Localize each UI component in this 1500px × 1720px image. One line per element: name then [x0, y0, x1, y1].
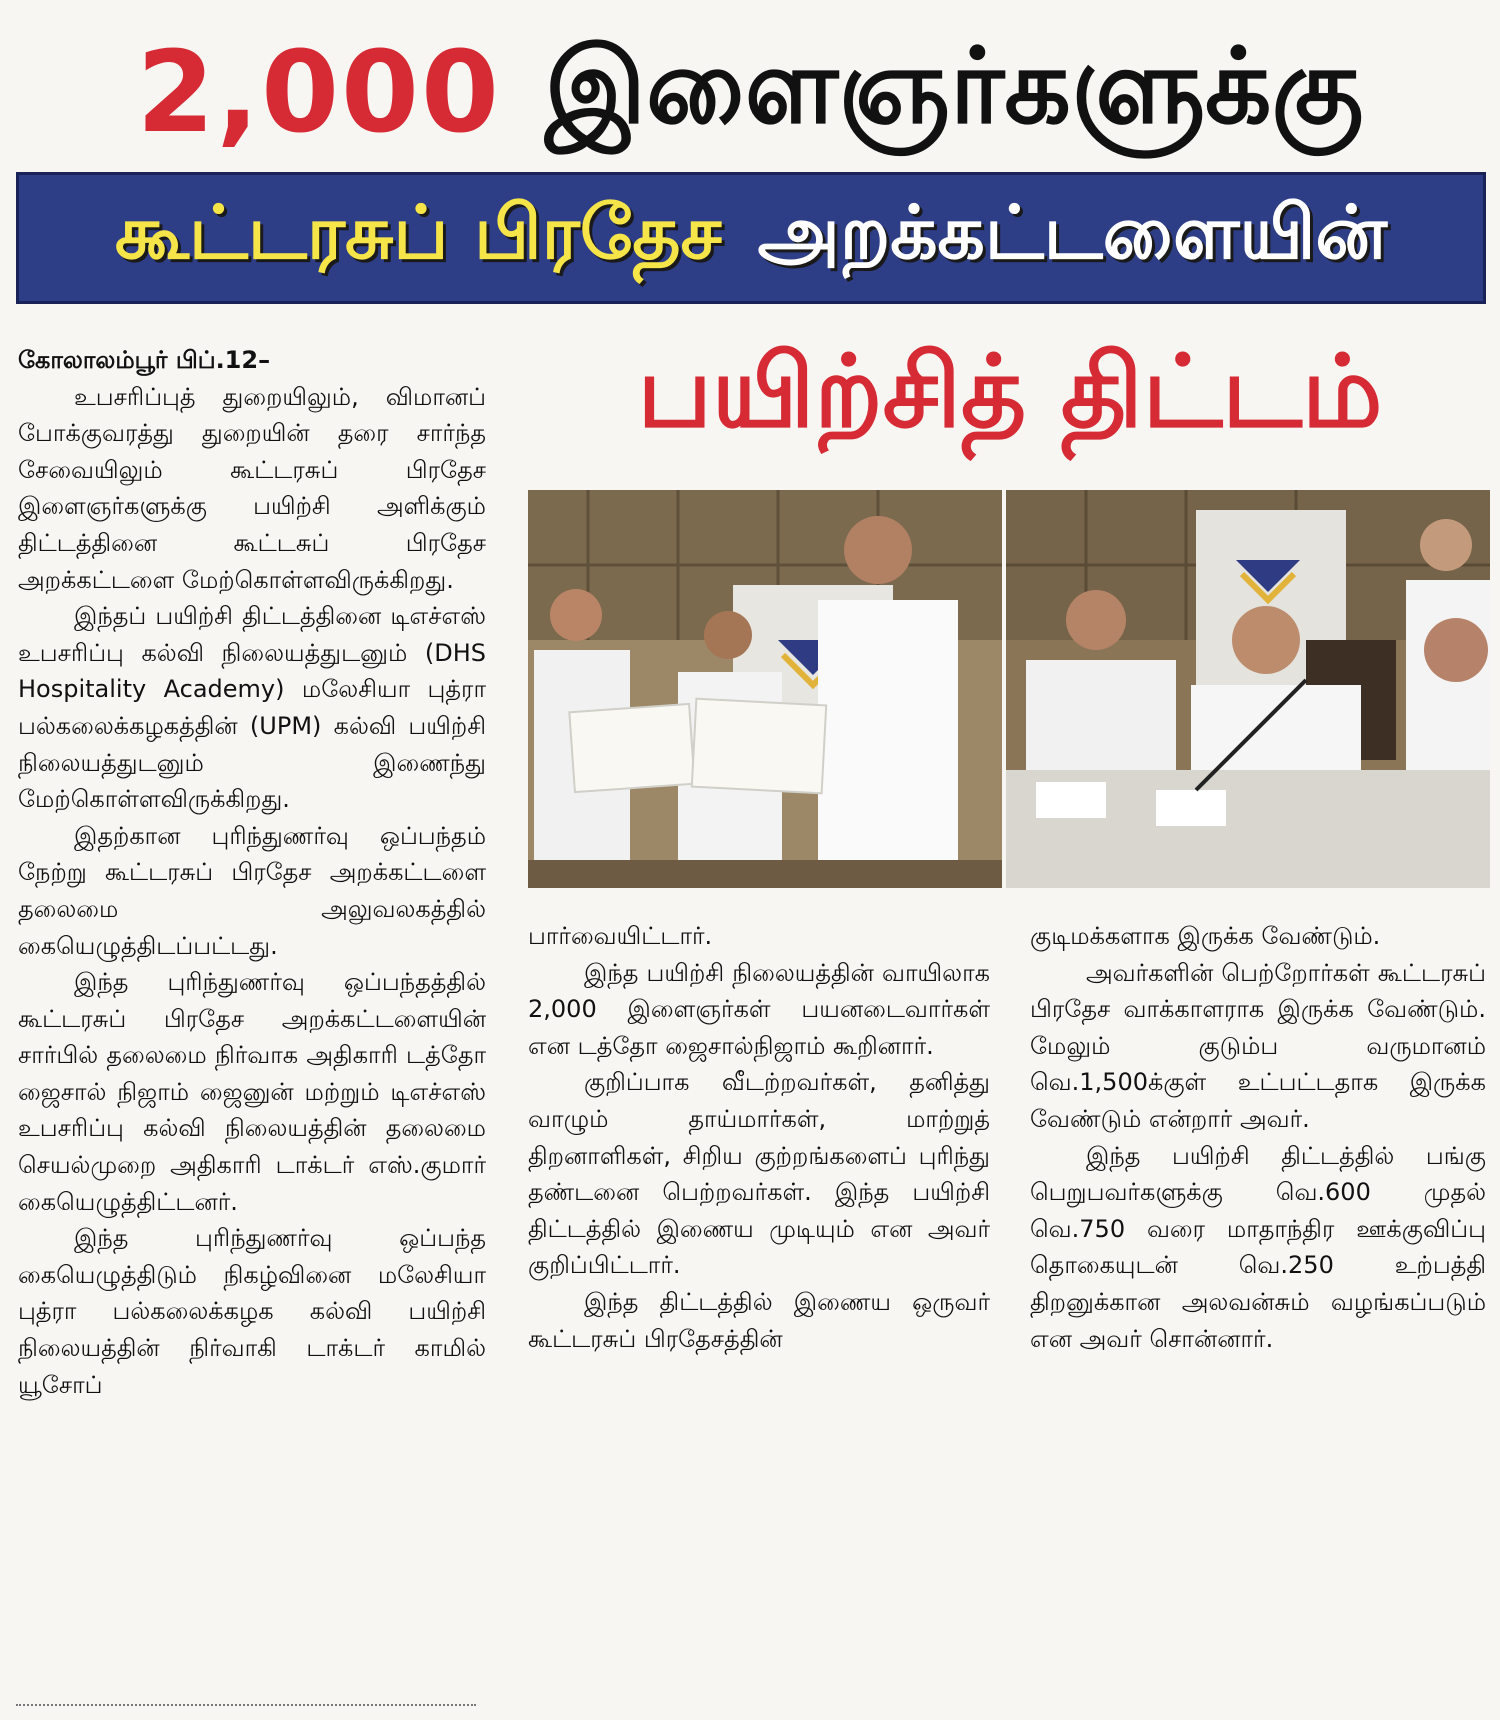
paragraph: அவர்களின் பெற்றோர்கள் கூட்டரசுப் பிரதேச வாக்காளராக இருக்க வேண்டும். மேலும் குடும்ப வருமானம் வெ.1,500க்குள் உட்பட்டதாக இருக்க வேண்டும் என்றார் அவர். [1030, 958, 1486, 1133]
paragraph: இந்த புரிந்துணர்வு ஒப்பந்தத்தில் கூட்டரசுப் பிரதேச அறக்கட்டளையின் சார்பில் தலைமை நிர்வாக அதிகாரி டத்தோ ஜைசால் நிஜாம் ஜைனுன் மற்றும் டிஎச்எஸ் உபசரிப்பு கல்வி நிலையத்தின் தலைமை செயல்முறை அதிகாரி டாக்டர் எஸ்.குமார் கையெழுத்திட்டனர். [18, 968, 486, 1216]
photo-mou-exchange [528, 490, 1002, 888]
paragraph: இந்த புரிந்துணர்வு ஒப்பந்த கையெழுத்திடும் நிகழ்வினை மலேசியா புத்ரா பல்கலைக்கழக கல்வி பயிற்சி நிலையத்தின் நிர்வாகி டாக்டர் காமில் யூசோப் [18, 1224, 486, 1399]
paragraph: இந்த பயிற்சி திட்டத்தில் பங்கு பெறுபவர்களுக்கு வெ.600 முதல் வெ.750 வரை மாதாந்திர ஊக்குவிப்பு தொகையுடன் வெ.250 உற்பத்தி திறனுக்கான அலவன்சும் வழங்கப்படும் என அவர் சொன்னார். [1030, 1141, 1486, 1353]
paragraph: குறிப்பாக வீடற்றவர்கள், தனித்து வாழும் தாய்மார்கள், மாற்றுத் திறனாளிகள், சிறிய குற்றங்களைப் புரிந்து தண்டனை பெற்றவர்கள். இந்த பயிற்சி திட்டத்தில் இணைய முடியும் என அவர் குறிப்பிட்டார். [528, 1068, 990, 1280]
banner-text-white: அறக்கட்டளையின் [757, 190, 1388, 276]
dateline: கோலாலம்பூர் பிப்.12– [18, 346, 271, 374]
headline-number: 2,000 [136, 28, 501, 158]
photo-mou-signing [1006, 490, 1490, 888]
banner-text-yellow: கூட்டரசுப் பிரதேச [114, 190, 722, 276]
paragraph: இந்த பயிற்சி நிலையத்தின் வாயிலாக 2,000 இளைஞர்கள் பயனடைவார்கள் என டத்தோ ஜைசால்நிஜாம் கூறினார். [528, 958, 990, 1060]
headline-top [30, 18, 1470, 168]
paragraph: இந்தப் பயிற்சி திட்டத்தினை டிஎச்எஸ் உபசரிப்பு கல்வி நிலையத்துடனும் (DHS Hospitality Academy) மலேசியா புத்ரா பல்கலைக்கழகத்தின் (UPM) கல்வி பயிற்சி நிலையத்துடனும் இணைந்து மேற்கொள்ளவிருக்கிறது. [18, 602, 486, 814]
paragraph: பார்வையிட்டார். [528, 922, 713, 950]
article-column-1 [18, 342, 486, 1403]
paragraph: உபசரிப்புத் துறையிலும், விமானப் போக்குவரத்து துறையின் தரை சார்ந்த சேவையிலும் கூட்டரசுப் பிரதேச இளைஞர்களுக்கு பயிற்சி அளிக்கும் திட்டத்தினை கூட்டசுப் பிரதேச அறக்கட்டளை மேற்கொள்ளவிருக்கிறது. [18, 382, 486, 594]
headline-word: இளைஞர்களுக்கு [544, 25, 1364, 147]
paragraph: குடிமக்களாக இருக்க வேண்டும். [1030, 922, 1381, 950]
article-column-2 [528, 918, 990, 1357]
bottom-divider [16, 1704, 476, 1706]
paragraph: இந்த திட்டத்தில் இணைய ஒருவர் கூட்டரசுப் பிரதேசத்தின் [528, 1287, 990, 1353]
headline-banner [16, 172, 1486, 304]
headline-title: பயிற்சித் திட்டம் [637, 333, 1383, 450]
article-column-3 [1030, 918, 1486, 1357]
paragraph: இதற்கான புரிந்துணர்வு ஒப்பந்தம் நேற்று கூட்டரசுப் பிரதேச அறக்கட்டளை தலைமை அலுவலகத்தில் கையெழுத்திடப்பட்டது. [18, 821, 486, 960]
